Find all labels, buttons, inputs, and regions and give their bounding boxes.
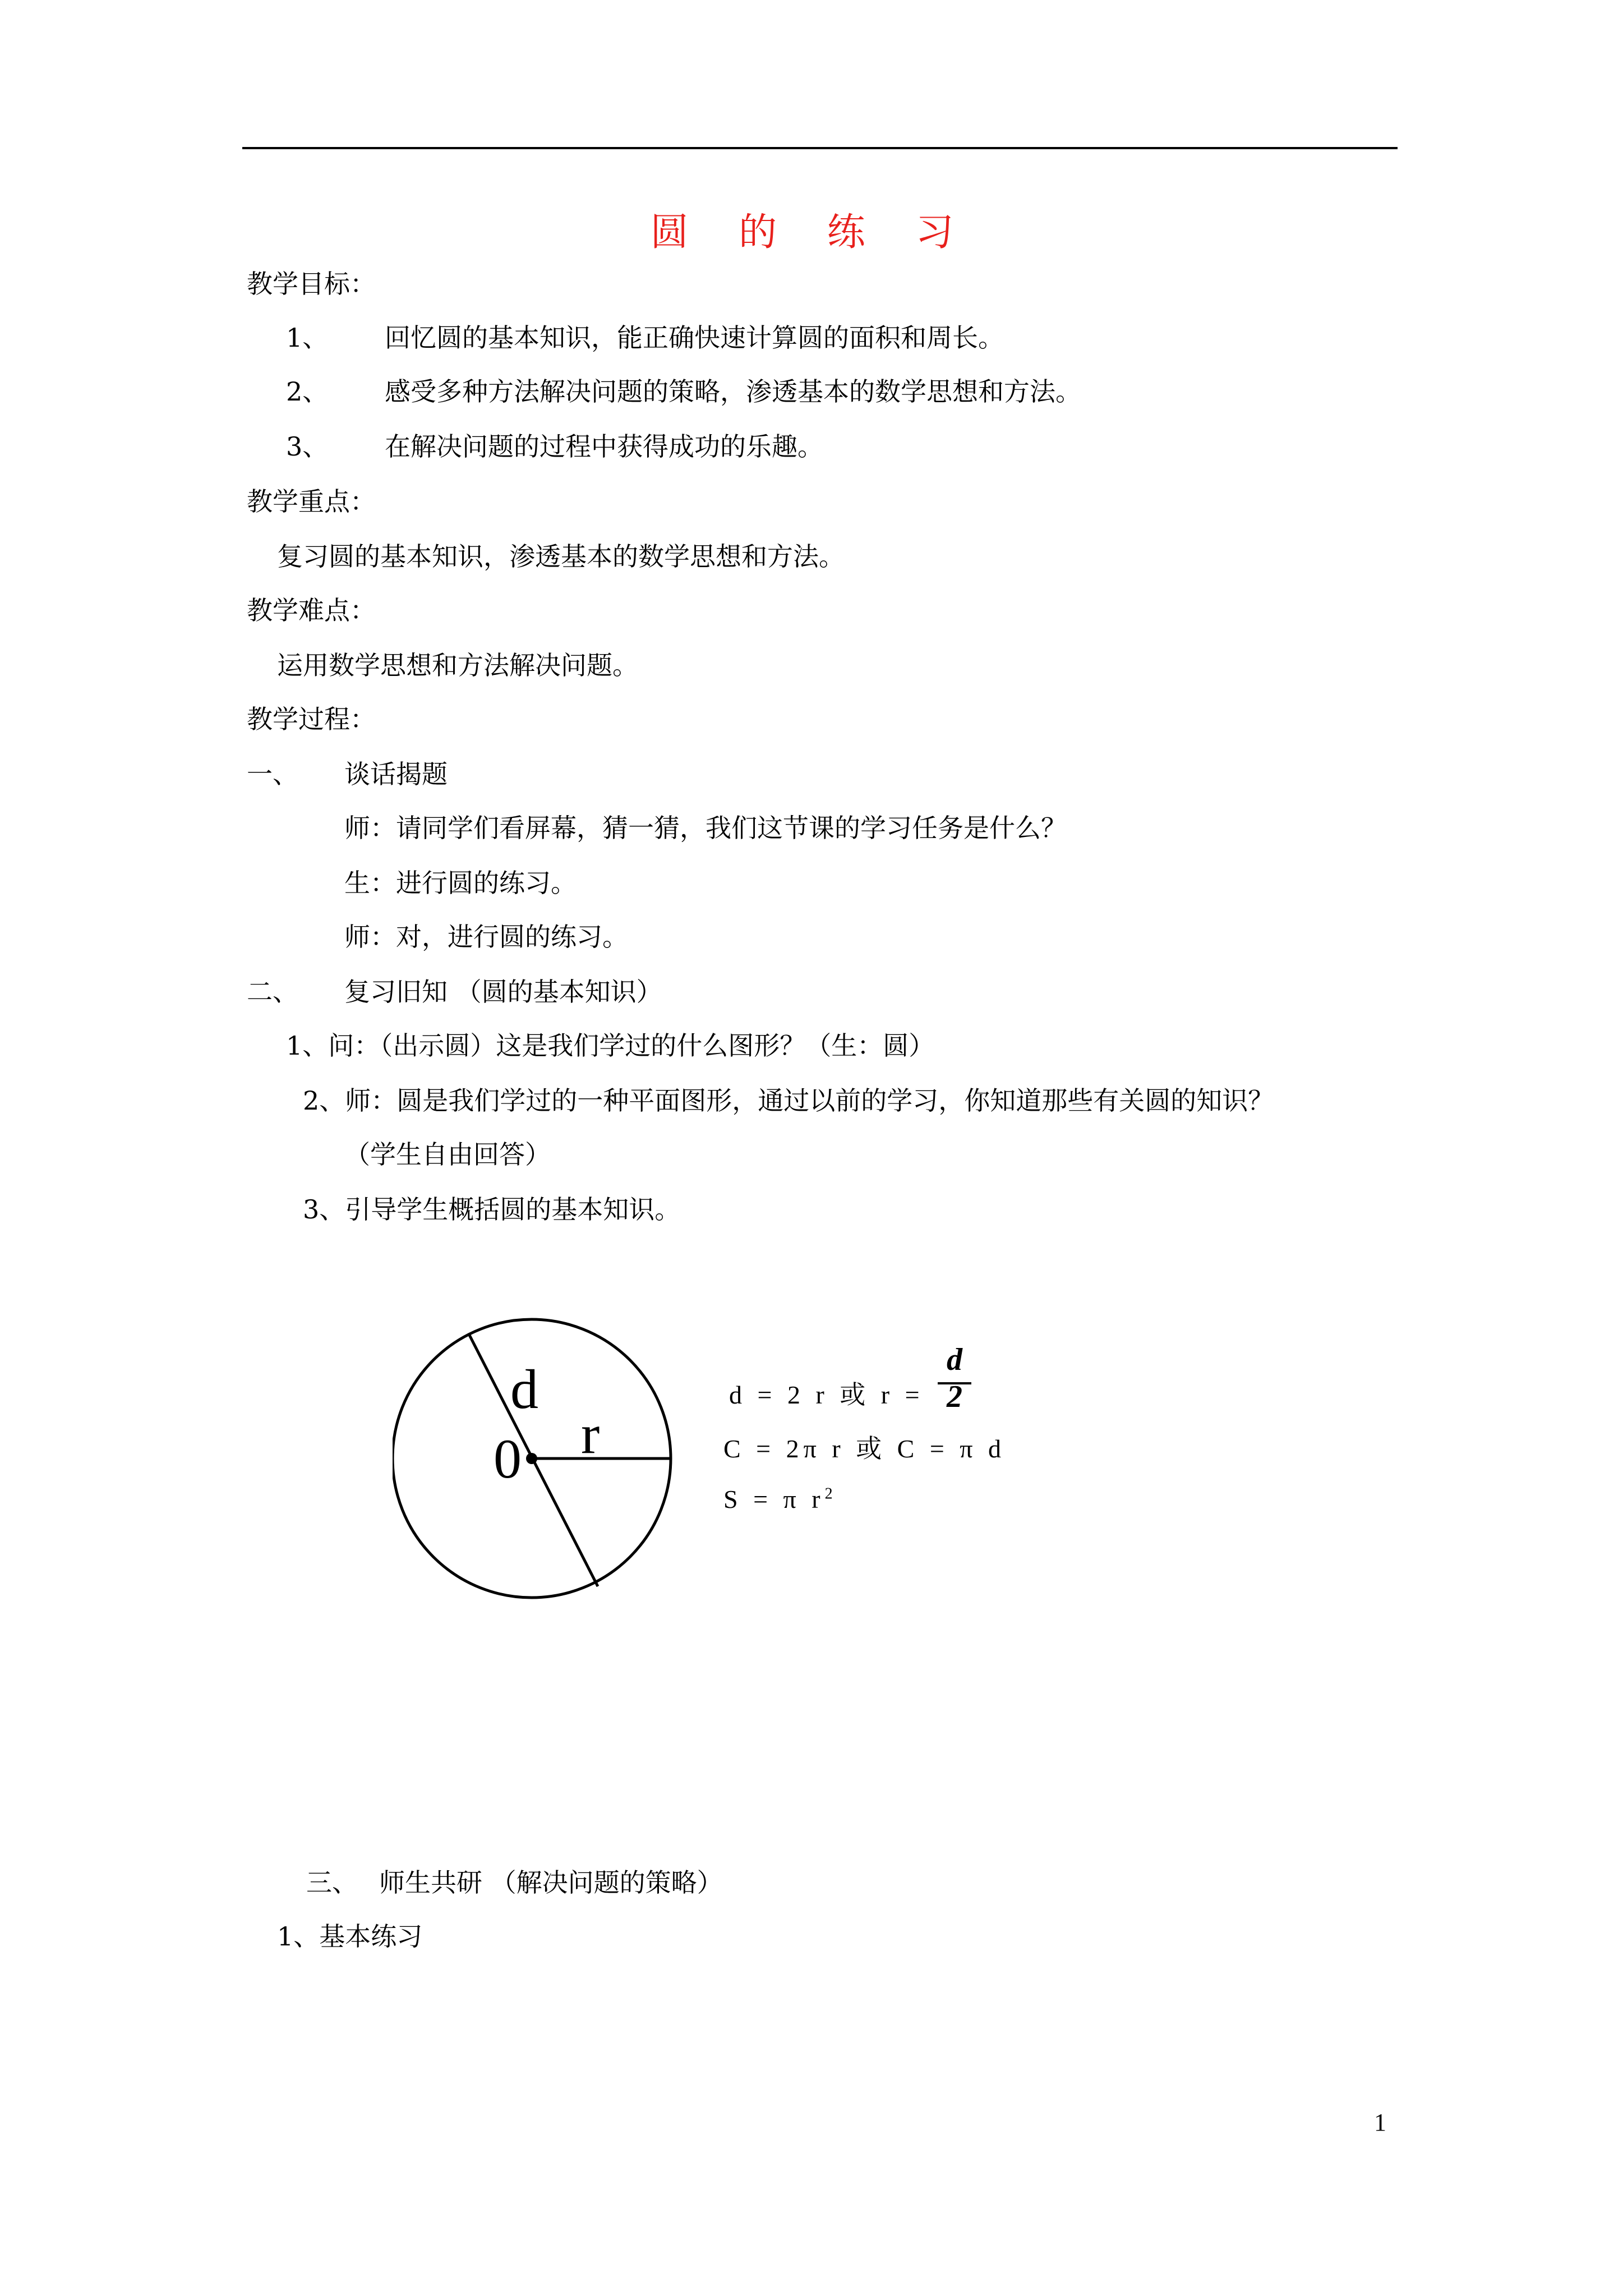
goal-text-3: 在解决问题的过程中获得成功的乐趣。 bbox=[385, 431, 823, 462]
section-2-num: 二、 bbox=[247, 977, 298, 1007]
formula-circumference: C = 2π r 或 C = π d bbox=[723, 1434, 1006, 1463]
goal-text-1: 回忆圆的基本知识，能正确快速计算圆的面积和周长。 bbox=[385, 323, 1004, 353]
radius-label: r bbox=[581, 1403, 600, 1465]
key-point-text: 复习圆的基本知识，渗透基本的数学思想和方法。 bbox=[277, 541, 845, 572]
diameter-label: d bbox=[510, 1358, 538, 1420]
section-3-sub: 1、基本练习 bbox=[277, 1921, 423, 1952]
section-1-title: 谈话揭题 bbox=[344, 759, 448, 789]
center-label: 0 bbox=[494, 1428, 522, 1490]
fraction-numerator: d bbox=[947, 1342, 962, 1377]
goal-text-2: 感受多种方法解决问题的策略，渗透基本的数学思想和方法。 bbox=[385, 376, 1081, 407]
fraction-denominator-clip bbox=[938, 1384, 971, 1408]
section-2-title: 复习旧知 （圆的基本知识） bbox=[344, 977, 662, 1007]
section-3-title: 师生共研 （解决问题的策略） bbox=[379, 1867, 723, 1898]
section-1-line: 生：进行圆的练习。 bbox=[344, 868, 577, 898]
section-1-num: 一、 bbox=[247, 759, 298, 789]
fraction-denominator: 2 bbox=[947, 1384, 962, 1408]
section-1-line: 师：请同学们看屏幕，猜一猜，我们这节课的学习任务是什么？ bbox=[344, 813, 1067, 843]
difficulty-heading: 教学难点： bbox=[247, 595, 376, 625]
center-dot bbox=[526, 1453, 537, 1464]
page-title: 圆 的 练 习 bbox=[650, 210, 973, 255]
section-2-line: 2、师：圆是我们学过的一种平面图形，通过以前的学习，你知道那些有关圆的知识？ bbox=[303, 1085, 1274, 1116]
circle-diagram bbox=[393, 1301, 707, 1616]
section-2-line: 3、引导学生概括圆的基本知识。 bbox=[303, 1194, 681, 1225]
section-2-line: （学生自由回答） bbox=[344, 1139, 551, 1170]
process-heading: 教学过程： bbox=[247, 704, 376, 734]
section-2-line: 1、问：（出示圆）这是我们学过的什么图形？（生：圆） bbox=[286, 1030, 935, 1061]
goal-num-3: 3、 bbox=[286, 431, 329, 462]
goals-heading: 教学目标： bbox=[247, 269, 376, 299]
goal-num-1: 1、 bbox=[286, 323, 329, 353]
difficulty-text: 运用数学思想和方法解决问题。 bbox=[277, 650, 638, 680]
header-rule bbox=[242, 147, 1398, 149]
key-point-heading: 教学重点： bbox=[247, 486, 376, 517]
formula-diameter: d = 2 r 或 r = bbox=[729, 1381, 924, 1409]
section-3-num: 三、 bbox=[306, 1867, 358, 1898]
section-1-line: 师：对，进行圆的练习。 bbox=[344, 922, 628, 952]
formula-area-base: S = π r bbox=[723, 1485, 825, 1513]
goal-num-2: 2、 bbox=[286, 376, 329, 407]
page-number: 1 bbox=[1374, 2109, 1386, 2136]
formula-area bbox=[723, 1484, 837, 1514]
formula-area-exponent: 2 bbox=[824, 1485, 837, 1503]
